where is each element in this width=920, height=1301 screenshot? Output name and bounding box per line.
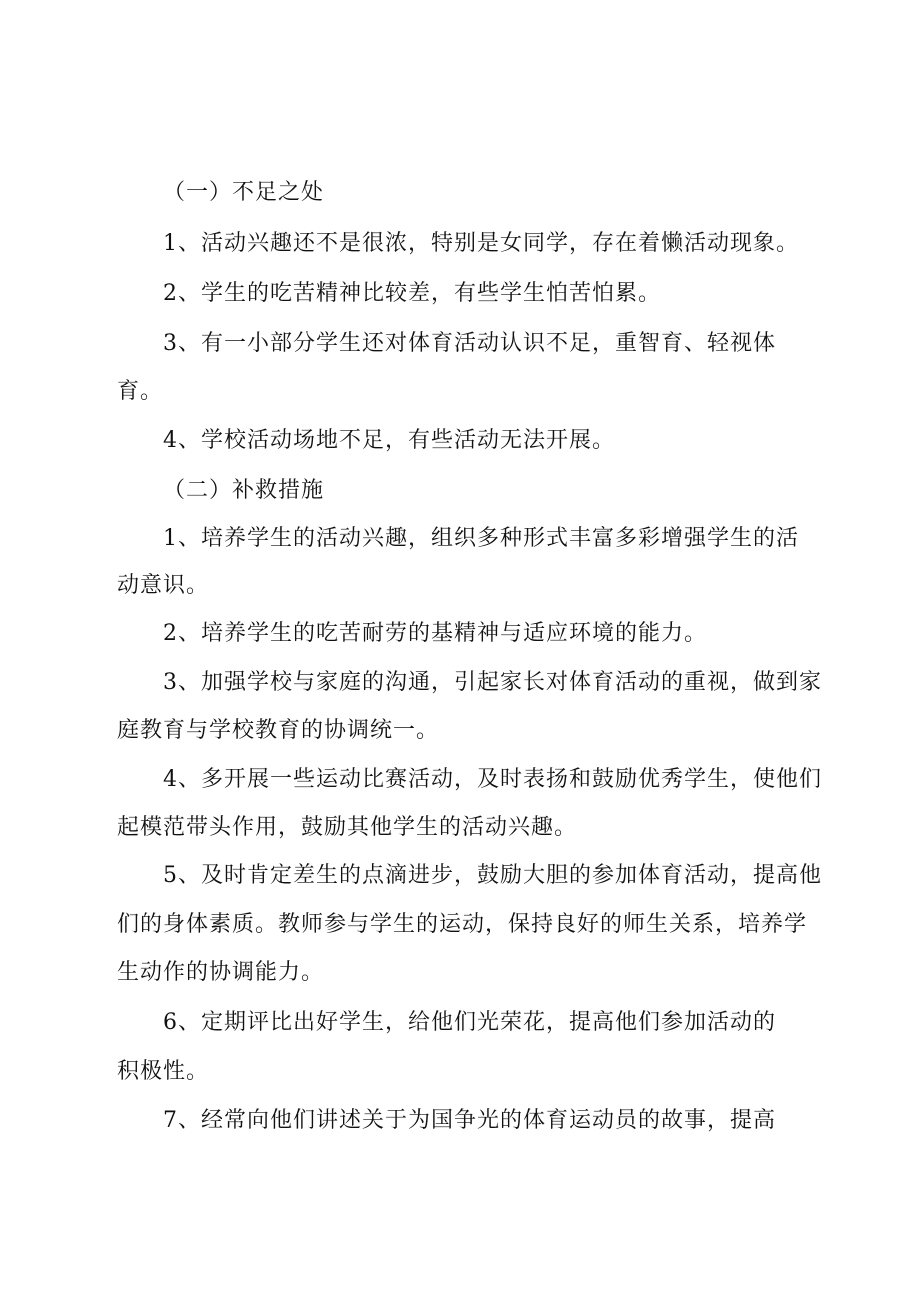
measure-5-line-1: 5、及时肯定差生的点滴进步，鼓励大胆的参加体育活动，提高他 bbox=[163, 863, 822, 888]
measure-3-line-2: 庭教育与学校教育的协调统一。 bbox=[117, 718, 440, 743]
measure-6-line-1: 6、定期评比出好学生，给他们光荣花，提高他们参加活动的 bbox=[163, 1010, 776, 1035]
measure-3-line-1: 3、加强学校与家庭的沟通，引起家长对体育活动的重视，做到家 bbox=[163, 670, 822, 695]
measure-2: 2、培养学生的吃苦耐劳的基精神与适应环境的能力。 bbox=[163, 621, 707, 646]
shortcoming-4: 4、学校活动场地不足，有些活动无法开展。 bbox=[163, 428, 615, 453]
measure-4-line-2: 起模范带头作用，鼓励其他学生的活动兴趣。 bbox=[117, 815, 578, 840]
shortcoming-1: 1、活动兴趣还不是很浓，特别是女同学，存在着懒活动现象。 bbox=[163, 231, 799, 256]
section-heading-measures: （二）补救措施 bbox=[163, 478, 325, 503]
measure-7-line-1: 7、经常向他们讲述关于为国争光的体育运动员的故事，提高 bbox=[163, 1108, 776, 1133]
measure-4-line-1: 4、多开展一些运动比赛活动，及时表扬和鼓励优秀学生，使他们 bbox=[163, 767, 822, 792]
shortcoming-2: 2、学生的吃苦精神比较差，有些学生怕苦怕累。 bbox=[163, 281, 661, 306]
shortcoming-3-line-2: 育。 bbox=[117, 379, 164, 404]
measure-6-line-2: 积极性。 bbox=[117, 1059, 210, 1084]
measure-5-line-3: 生动作的协调能力。 bbox=[117, 960, 325, 985]
measure-1-line-2: 动意识。 bbox=[117, 573, 210, 598]
shortcoming-3-line-1: 3、有一小部分学生还对体育活动认识不足，重智育、轻视体 bbox=[163, 331, 776, 356]
measure-1-line-1: 1、培养学生的活动兴趣，组织多种形式丰富多彩增强学生的活 bbox=[163, 526, 799, 551]
section-heading-shortcomings: （一）不足之处 bbox=[163, 180, 325, 205]
measure-5-line-2: 们的身体素质。教师参与学生的运动，保持良好的师生关系，培养学 bbox=[117, 912, 808, 937]
